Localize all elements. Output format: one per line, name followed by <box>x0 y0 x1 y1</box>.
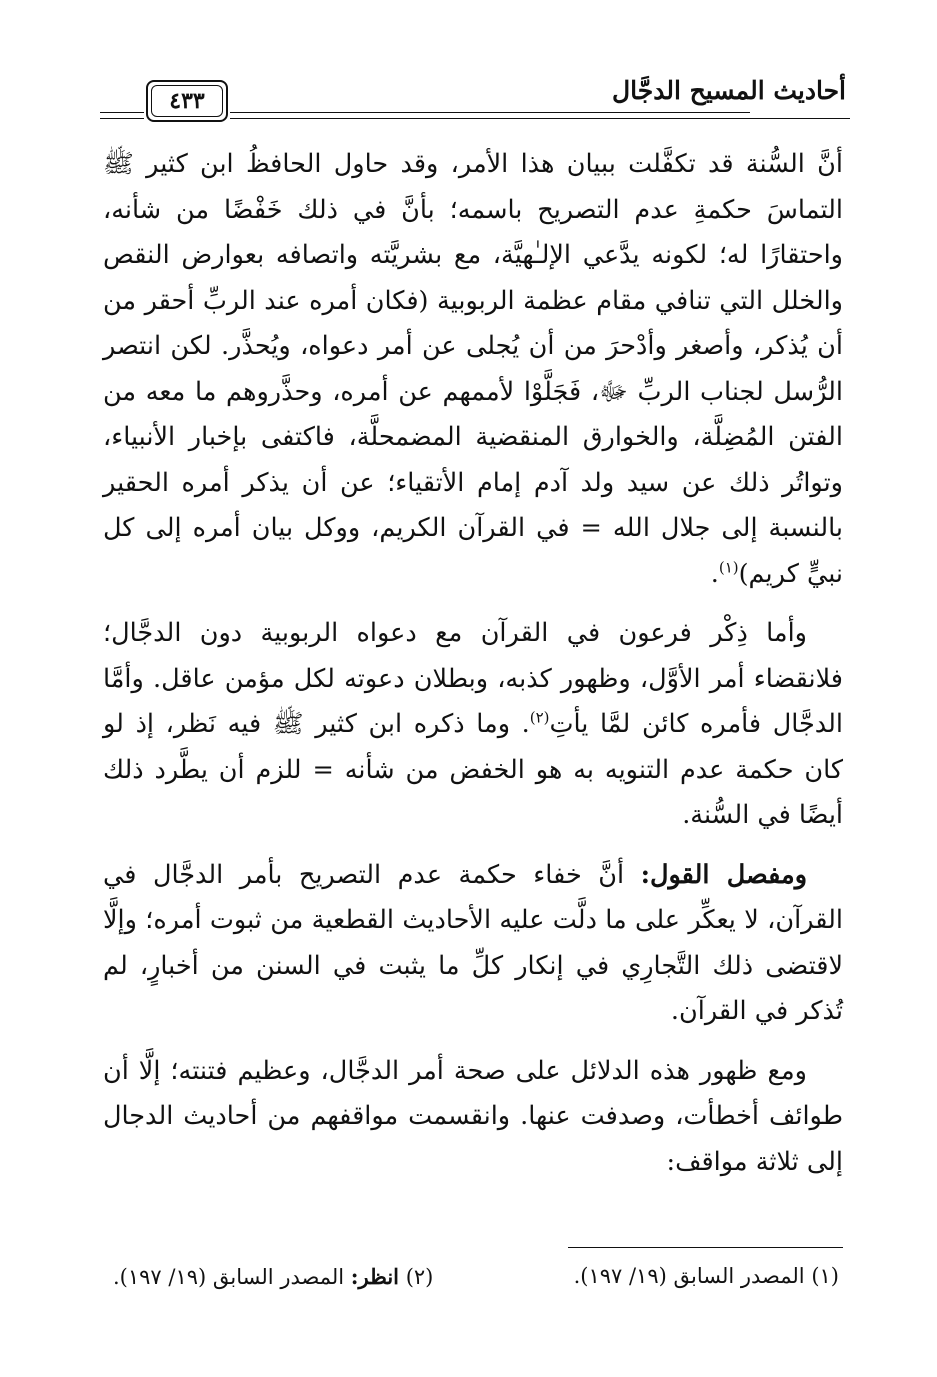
footnote-1-text: المصدر السابق (١٩/ ١٩٧). <box>573 1264 805 1288</box>
footnote-2-lead: انظر: <box>350 1264 399 1289</box>
header-rule-left-top <box>100 112 144 113</box>
page-number: ٤٣٣ <box>151 85 223 117</box>
header-rule-bottom <box>230 118 850 119</box>
footnote-2-text: المصدر السابق (١٩/ ١٩٧). <box>113 1265 345 1289</box>
footnote-1-number: (١) <box>811 1264 839 1288</box>
paragraph-2-text-b: . وما ذكره ابن كثير ﷺ فيه نَظر، إذ لو كان حكمة عدم التنويه به هو الخفض من شأنه = للزم أن يطَّرد ذلك أيضًا في السُّنة. <box>103 709 843 830</box>
header-rule-top <box>230 112 750 113</box>
paragraph-1-end: . <box>710 558 719 589</box>
paragraph-1-text: أنَّ السُّنة قد تكفَّلت ببيان هذا الأمر، وقد حاول الحافظُ ابن كثير ﷺ التماسَ حكمةِ عدم التصريح باسمه؛ بأنَّ في ذلك خَفْضًا من شأنه، واحتقارًا له؛ لكونه يدَّعي الإلـٰهيَّة، مع بشريَّته واتصافه بعوارض النقص والخلل التي تنافي مقام عظمة الربوبية (فكان أمره عند الربِّ أحقر من أن يُذكر، وأصغر وأدْحرَ من أن يُجلى عن أمر دعواه، ويُحذَّر. لكن انتصر الرُّسل لجناب الربِّ ﷻ، فَجَلَّوْا لأممهم عن أمره، وحذَّروهم ما معه من الفتن المُضِلَّة، والخوارق المنقضية المضمحلَّة، فاكتفى بإخبار الأنبياء، وتواتُر ذلك عن سيد ولد آدم إمام الأتقياء؛ عن أن يذكر أمره الحقير بالنسبة إلى جلال الله = في القرآن الكريم، ووكل بيان أمره إلى كل نبيٍّ كريم) <box>103 149 843 589</box>
footnote-ref-2: (٢) <box>529 708 550 727</box>
footnote-2 <box>103 1264 433 1289</box>
running-header <box>100 68 848 134</box>
paragraph-3 <box>103 853 843 1035</box>
paragraph-3-lead: ومفصل القول: <box>640 859 808 890</box>
footnote-2-number: (٢) <box>405 1265 434 1289</box>
paragraph-2 <box>103 611 843 839</box>
footnotes <box>103 1264 843 1289</box>
footnote-1 <box>574 1264 843 1289</box>
header-rule-left-bottom <box>100 118 144 119</box>
footnote-ref-1: (١) <box>718 558 739 576</box>
paragraph-3-text: أنَّ خفاء حكمة عدم التصريح بأمر الدجَّال في القرآن، لا يعكِّر على ما دلَّت عليه الأحاديث القطعية من ثبوت أمره؛ وإلَّا لاقتضى ذلك التَّجارِي في إنكار كلِّ ما يثبت في السنن من أخبارٍ، لم تُذكر في القرآن. <box>103 859 843 1026</box>
paragraph-1 <box>103 142 843 597</box>
running-title: أحاديث المسيح الدجَّال <box>612 76 846 105</box>
page-number-frame <box>146 80 228 122</box>
paragraph-2-text-a: وأما ذِكْر فرعون في القرآن مع دعواه الربوبية دون الدجَّال؛ فلانقضاء أمر الأوَّل، وظهور كذبه، وبطلان دعوته لكل مؤمن عاقل. وأمَّا الدجَّال فأمره كائن لمَّا يأتِ <box>103 618 843 739</box>
footnote-separator <box>568 1247 843 1248</box>
main-text <box>103 142 843 1185</box>
paragraph-4: ومع ظهور هذه الدلائل على صحة أمر الدجَّال، وعظيم فتنته؛ إلَّا أن طوائف أخطأت، وصدفت عنها. وانقسمت مواقفهم من أحاديث الدجال إلى ثلاثة مواقف: <box>103 1055 843 1177</box>
